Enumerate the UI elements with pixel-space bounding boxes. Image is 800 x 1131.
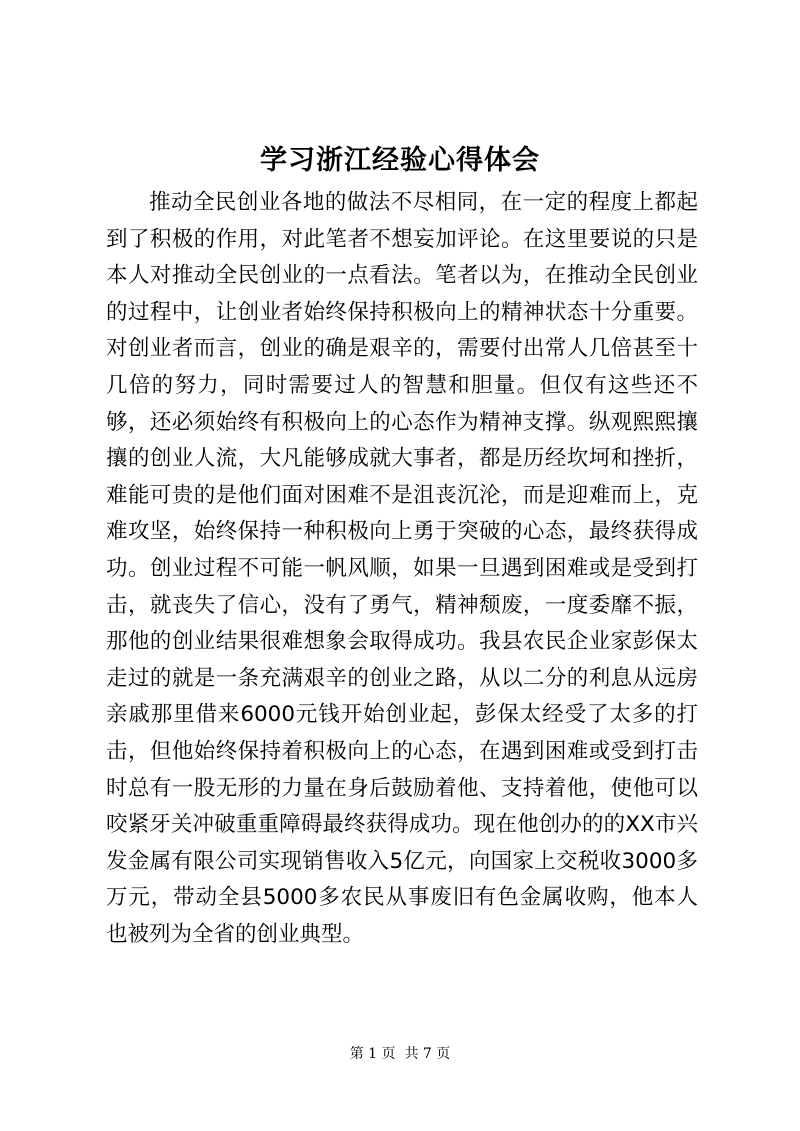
body-paragraph: 推动全民创业各地的做法不尽相同，在一定的程度上都起到了积极的作用，对此笔者不想妄加评论。在这里要说的只是本人对推动全民创业的一点看法。笔者以为，在推动全民创业的过程中，让创业者始终保持积极向上的精神状态十分重要。对创业者而言，创业的确是艰辛的，需要付出常人几倍甚至十几倍的努力，同时需要过人的智慧和胆量。但仅有这些还不够，还必须始终有积极向上的心态作为精神支撑。纵观熙熙攘攘的创业人流，大凡能够成就大事者，都是历经坎坷和挫折，难能可贵的是他们面对困难不是沮丧沉沦，而是迎难而上，克难攻坚，始终保持一种积极向上勇于突破的心态，最终获得成功。创业过程不可能一帆风顺，如果一旦遇到困难或是受到打击，就丧失了信心，没有了勇气，精神颓废，一度委靡不振，那他的创业结果很难想象会取得成功。我县农民企业家彭保太走过的就是一条充满艰辛的创业之路，从以二分的利息从远房亲戚那里借来6000元钱开始创业起，彭保太经受了太多的打击，但他始终保持着积极向上的心态，在遇到困难或受到打击时总有一股无形的力量在身后鼓励着他、支持着他，使他可以咬紧牙关冲破重重障碍最终获得成功。现在他创办的的XX市兴发金属有限公司实现销售收入5亿元，向国家上交税收3000多万元，带动全县5000多农民从事废旧有色金属收购，他本人也被列为全省的创业典型。 [106, 190, 698, 947]
page-number-label: 第 1 页 共 7 页 [349, 1046, 451, 1062]
page-footer [0, 1044, 800, 1064]
document-title: 学习浙江经验心得体会 [260, 145, 540, 176]
